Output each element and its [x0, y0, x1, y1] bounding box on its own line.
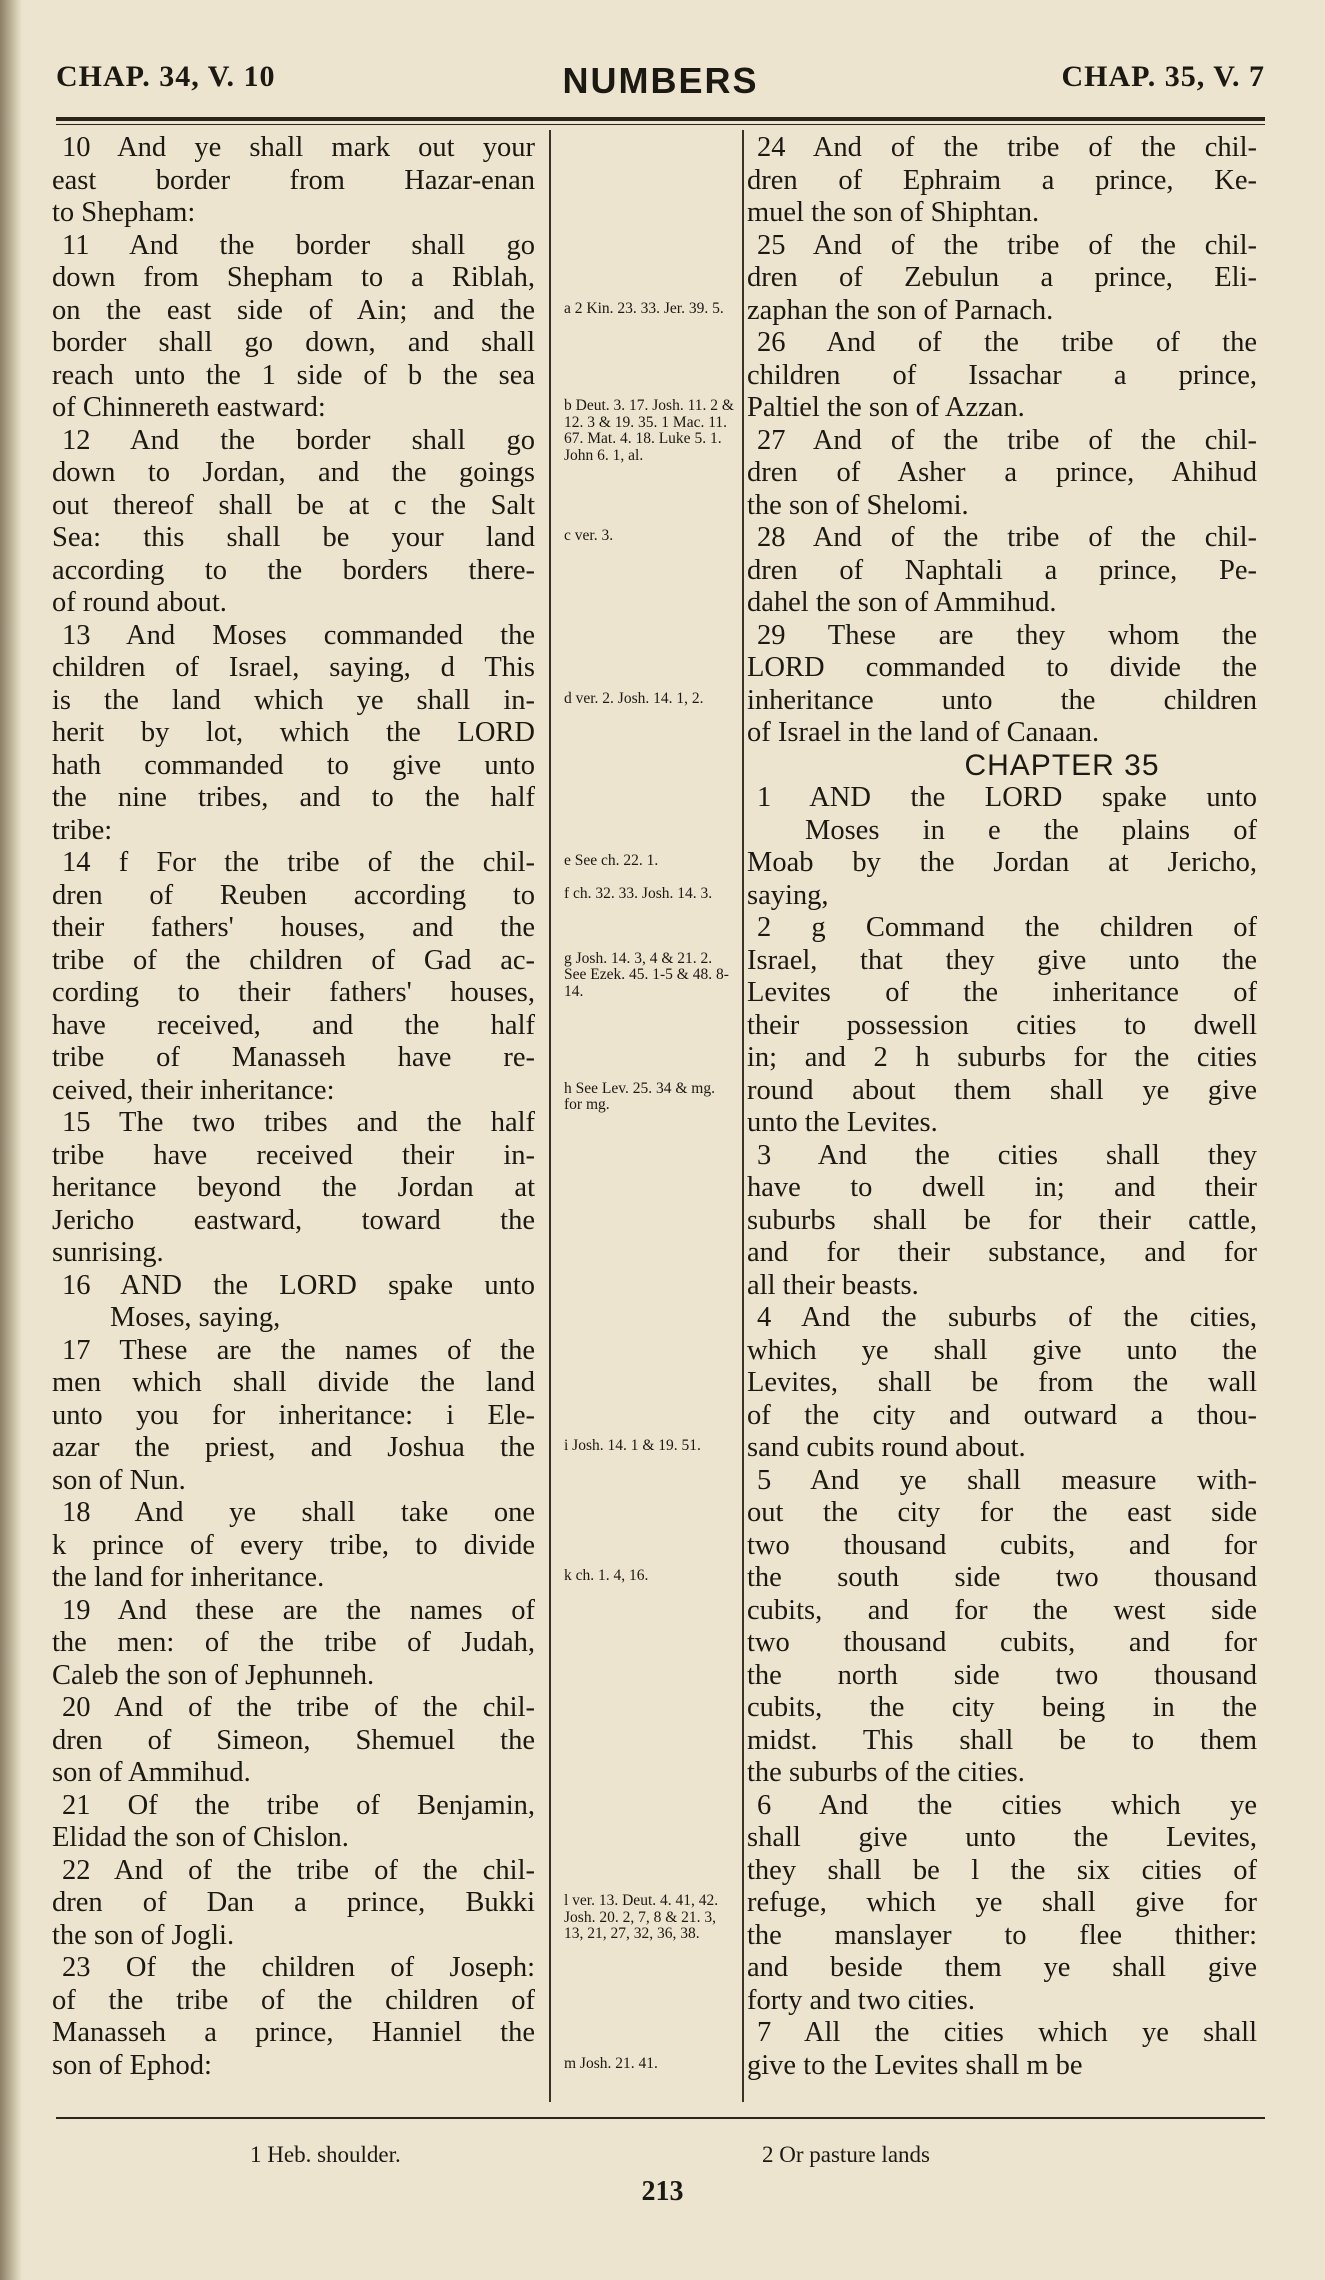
text-line: muel the son of Shiphtan. [747, 197, 1040, 228]
header-book-title: NUMBERS [562, 60, 759, 101]
text-line: of the tribe of the children of [52, 1984, 535, 2016]
marginal-reference: e See ch. 22. 1. [564, 852, 659, 869]
text-line: of the city and outward a thou- [747, 1399, 1257, 1431]
text-line: of Israel in the land of Canaan. [747, 717, 1100, 748]
chapter-heading: CHAPTER 35 [964, 748, 1160, 782]
text-line: the son of Jogli. [52, 1919, 235, 1951]
text-line: and beside them ye shall give [747, 1952, 1257, 1983]
marginal-reference: a 2 Kin. 23. 33. Jer. 39. 5. [564, 299, 724, 317]
marginal-reference: d ver. 2. Josh. 14. 1, 2. [564, 689, 704, 707]
text-line: Israel, that they give unto the [747, 944, 1257, 976]
text-line: 12 And the border shall go [62, 424, 535, 456]
text-line: Moses, saying, [110, 1302, 281, 1333]
text-line: border shall go down, and shall [52, 327, 535, 358]
text-line: the men: of the tribe of Judah, [52, 1627, 535, 1658]
text-line: the land for inheritance. [52, 1562, 325, 1593]
text-line: 10 And ye shall mark out your [62, 132, 535, 163]
running-header [56, 60, 1265, 120]
text-line: 27 And of the tribe of the chil- [757, 424, 1257, 456]
text-line: down from Shepham to a Riblah, [52, 262, 535, 293]
text-line: 19 And these are the names of [62, 1594, 535, 1626]
text-line: 28 And of the tribe of the chil- [757, 522, 1257, 553]
text-line: son of Nun. [52, 1464, 186, 1496]
text-line: cubits, the city being in the [747, 1692, 1257, 1723]
page-number: 213 [641, 2176, 684, 2207]
marginal-reference: g Josh. 14. 3, 4 & 21. 2. See Ezek. 45. 1-5 & 48. 8-14. [564, 949, 729, 1000]
text-line: dren of Zebulun a prince, Eli- [747, 262, 1257, 293]
text-line: unto the Levites. [747, 1107, 938, 1138]
text-line: Sea: this shall be your land [52, 522, 535, 553]
text-line: 1 AND the LORD spake unto [757, 782, 1257, 813]
text-line: east border from Hazar-enan [52, 164, 535, 196]
text-line: the south side two thousand [747, 1562, 1257, 1593]
text-line: out thereof shall be at c the Salt [52, 489, 535, 521]
marginal-reference: m Josh. 21. 41. [564, 2054, 658, 2072]
text-line: down to Jordan, and the goings [52, 457, 535, 488]
text-line: zaphan the son of Parnach. [747, 294, 1054, 326]
text-line: 6 And the cities which ye [757, 1789, 1257, 1821]
text-line: the nine tribes, and to the half [52, 782, 535, 813]
column-divider-right [742, 130, 744, 2102]
text-line: tribe have received their in- [52, 1139, 535, 1171]
text-line: Caleb the son of Jephunneh. [52, 1659, 375, 1691]
text-line: the son of Shelomi. [747, 489, 969, 521]
text-line: their possession cities to dwell [747, 1009, 1257, 1041]
text-line: have received, and the half [52, 1009, 535, 1041]
text-line: 7 All the cities which ye shall [757, 2017, 1257, 2048]
text-line: tribe of the children of Gad ac- [52, 944, 535, 976]
text-line: on the east side of Ain; and the [52, 294, 535, 326]
text-line: children of Issachar a prince, [747, 359, 1257, 391]
text-line: 13 And Moses commanded the [62, 619, 535, 651]
text-line: 25 And of the tribe of the chil- [757, 229, 1257, 261]
right-text-column [747, 132, 1257, 2082]
text-line: refuge, which ye shall give for [747, 1887, 1257, 1918]
text-line: ceived, their inheritance: [52, 1074, 335, 1106]
text-line: Jericho eastward, toward the [52, 1204, 535, 1236]
text-line: Manasseh a prince, Hanniel the [52, 2017, 535, 2048]
text-line: they shall be l the six cities of [747, 1854, 1257, 1886]
text-line: two thousand cubits, and for [747, 1529, 1257, 1561]
text-line: dahel the son of Ammihud. [747, 587, 1057, 618]
text-line: 26 And of the tribe of the [757, 327, 1257, 358]
text-line: dren of Ephraim a prince, Ke- [747, 164, 1257, 196]
text-line: 22 And of the tribe of the chil- [62, 1854, 535, 1886]
text-line: Elidad the son of Chislon. [52, 1822, 349, 1853]
text-line: 29 These are they whom the [757, 619, 1257, 651]
text-line: and for their substance, and for [747, 1237, 1257, 1268]
text-line: of round about. [52, 587, 227, 618]
text-line: give to the Levites shall m be [747, 2049, 1083, 2081]
text-line: 16 AND the LORD spake unto [62, 1269, 535, 1301]
text-line: Moab by the Jordan at Jericho, [747, 847, 1257, 878]
text-line: dren of Dan a prince, Bukki [52, 1887, 535, 1918]
text-line: azar the priest, and Joshua the [52, 1432, 535, 1463]
text-line: 11 And the border shall go [62, 229, 535, 261]
marginal-reference: b Deut. 3. 17. Josh. 11. 2 & 12. 3 & 19. 35. 1 Mac. 11. 67. Mat. 4. 18. Luke 5. 1. John 6. 1, al. [564, 397, 734, 464]
text-line: dren of Simeon, Shemuel the [52, 1724, 535, 1756]
text-line: according to the borders there- [52, 554, 535, 586]
text-line: men which shall divide the land [52, 1367, 535, 1398]
text-line: 24 And of the tribe of the chil- [757, 132, 1257, 163]
text-line: their fathers' houses, and the [52, 912, 535, 943]
text-line: the north side two thousand [747, 1659, 1257, 1691]
text-line: reach unto the 1 side of b the sea [52, 359, 535, 391]
text-line: two thousand cubits, and for [747, 1627, 1257, 1658]
text-line: out the city for the east side [747, 1497, 1257, 1528]
text-line: sand cubits round about. [747, 1432, 1026, 1463]
left-text-column [52, 132, 535, 2082]
text-line: Levites, shall be from the wall [747, 1367, 1257, 1398]
text-line: 5 And ye shall measure with- [757, 1464, 1257, 1496]
text-line: dren of Asher a prince, Ahihud [747, 457, 1257, 488]
header-chapter-end: CHAP. 35, V. 7 [1061, 60, 1265, 93]
text-line: 14 f For the tribe of the chil- [62, 847, 535, 878]
text-line: 18 And ye shall take one [62, 1497, 535, 1528]
text-line: unto you for inheritance: i Ele- [52, 1399, 535, 1431]
text-line: hath commanded to give unto [52, 749, 535, 781]
text-line: cording to their fathers' houses, [52, 977, 535, 1008]
text-line: 15 The two tribes and the half [62, 1107, 535, 1138]
text-line: Paltiel the son of Azzan. [747, 392, 1025, 423]
footnote-1: 1 Heb. shoulder. [250, 2142, 401, 2167]
text-line: all their beasts. [747, 1269, 919, 1301]
text-line: shall give unto the Levites, [747, 1822, 1257, 1853]
marginal-reference: i Josh. 14. 1 & 19. 51. [564, 1437, 701, 1454]
text-line: tribe: [52, 814, 113, 846]
header-rule [56, 117, 1265, 121]
text-line: saying, [747, 879, 829, 911]
column-divider-left [549, 130, 551, 2102]
text-line: the suburbs of the cities. [747, 1757, 1025, 1788]
text-line: forty and two cities. [747, 1984, 975, 2016]
text-line: 20 And of the tribe of the chil- [62, 1692, 535, 1723]
text-line: children of Israel, saying, d This [52, 652, 535, 683]
marginal-reference: c ver. 3. [564, 527, 614, 544]
footnote-rule [56, 2117, 1265, 2119]
text-line: suburbs shall be for their cattle, [747, 1204, 1257, 1236]
text-line: midst. This shall be to them [747, 1724, 1257, 1756]
text-line: LORD commanded to divide the [747, 652, 1257, 683]
text-line: is the land which ye shall in- [52, 684, 535, 716]
text-line: herit by lot, which the LORD [52, 717, 535, 748]
footnote-2: 2 Or pasture lands [762, 2142, 930, 2167]
text-line: Levites of the inheritance of [747, 977, 1257, 1008]
header-rule-thin [56, 124, 1265, 125]
text-line: 23 Of the children of Joseph: [62, 1952, 535, 1983]
marginal-reference: k ch. 1. 4, 16. [564, 1567, 649, 1584]
text-line: k prince of every tribe, to divide [52, 1529, 535, 1561]
text-line: Moses in e the plains of [805, 814, 1257, 846]
text-line: inheritance unto the children [747, 684, 1257, 716]
text-line: dren of Naphtali a prince, Pe- [747, 554, 1257, 586]
text-line: son of Ephod: [52, 2049, 212, 2081]
header-chapter-start: CHAP. 34, V. 10 [56, 60, 276, 93]
text-line: heritance beyond the Jordan at [52, 1172, 535, 1203]
text-line: round about them shall ye give [747, 1074, 1257, 1106]
marginal-reference: f ch. 32. 33. Josh. 14. 3. [564, 884, 713, 902]
text-line: in; and 2 h suburbs for the cities [747, 1042, 1257, 1073]
text-line: to Shepham: [52, 197, 196, 228]
text-line: have to dwell in; and their [747, 1172, 1257, 1203]
text-line: dren of Reuben according to [52, 879, 535, 911]
marginal-reference: h See Lev. 25. 34 & mg. for mg. [564, 1079, 715, 1113]
text-line: 21 Of the tribe of Benjamin, [62, 1789, 535, 1821]
text-line: which ye shall give unto the [747, 1334, 1257, 1366]
text-line: sunrising. [52, 1237, 164, 1268]
text-line: 2 g Command the children of [757, 912, 1257, 943]
text-line: 3 And the cities shall they [757, 1139, 1257, 1171]
text-line: son of Ammihud. [52, 1757, 251, 1788]
text-line: 17 These are the names of the [62, 1334, 535, 1366]
marginal-reference: l ver. 13. Deut. 4. 41, 42. Josh. 20. 2, 7, 8 & 21. 3, 13, 21, 27, 32, 36, 38. [564, 1892, 719, 1942]
text-line: cubits, and for the west side [747, 1594, 1257, 1626]
text-line: tribe of Manasseh have re- [52, 1042, 535, 1073]
text-line: 4 And the suburbs of the cities, [757, 1302, 1257, 1333]
text-line: of Chinnereth eastward: [52, 392, 326, 423]
text-line: the manslayer to flee thither: [747, 1919, 1257, 1951]
